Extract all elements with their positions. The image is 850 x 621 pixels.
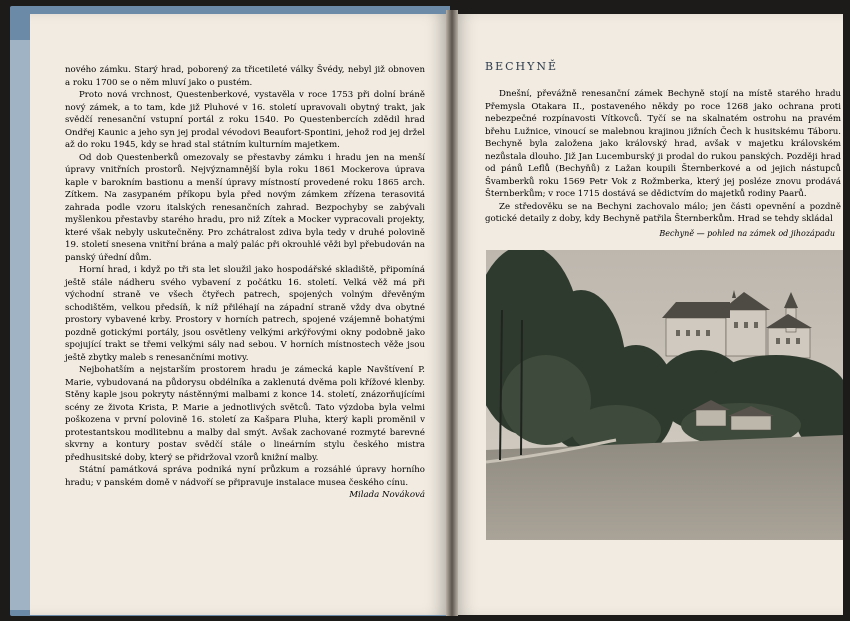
author-signature: Milada Nováková	[349, 490, 425, 500]
photo-caption: Bechyně — pohled na zámek od jihozápadu	[659, 229, 835, 238]
paragraph: Od dob Questenberků omezovaly se přestavby zámku i hradu jen na menší úpravy vnitřních prostorů. Nejvýznamnější byla roku 1861 Mockerova úprava kaple v barokním bastionu a menší úpravy místností provedené roku 1865 arch. Zítkem. Na zasypaném příkopu byla před novým zámkem zřízena terasovitá zahrada podle vzoru italských renesančních zahrad. Bezpochyby se zabývali myšlenkou přestavby starého hradu, pro niž Zítek a Mocker vypracovali projekty, které však nebyly uskutečněny. Pro zchátralost zdiva byla tedy v druhé polovině 19. století snesena vnitřní brána a malý palác při okrouhlé věži byl přebudován na panský úřední dům.	[65, 152, 425, 263]
left-page-text	[65, 64, 425, 502]
paragraph: Proto nová vrchnost, Questenberkové, vystavěla v roce 1753 při dolní bráně nový zámek, a to tam, kde již Pluhové v 16. století upravovali obytný trakt, jak svědčí renesanční vstupní portál z roku 1540. Po Questenbercích zdědil hrad Ondřej Kaunic a jeho syn jej prodal vévodovi Beaufort-Spontini, jehož rod jej držel až do roku 1945, kdy se hrad stal státním kulturním majetkem.	[65, 90, 425, 150]
castle-photo	[486, 250, 843, 540]
paragraph: Dnešní, převážně renesanční zámek Bechyně stojí na místě starého hradu Přemysla Otakara II., postaveného někdy po roce 1268 jako ochrana proti nebezpečné rozpínavosti Vítkovců. Tyčí se na skalnatém ostrohu na pravém břehu Lužnice, vinoucí se malebnou krajinou jižních Čech k husitskému Táboru. Bechyně byla založena jako královský hrad, avšak v majetku královském nezůstala dlouho. Již Jan Lucemburský ji prodal do rukou panských. Později hrad od pánů Leflů (Bechyňů) z Lažan koupili Šternberkové a od jejich nástupců Švamberků roku 1569 Petr Vok z Rožmberka, který jej posléze znovu prodává Šternberkům; v roce 1715 dostává se dědictvím do majetků rodiny Paarů.	[485, 89, 841, 199]
chapter-heading: BECHYNĚ	[485, 60, 559, 73]
paragraph: nového zámku. Starý hrad, poborený za třicetileté války Švédy, nebyl již obnoven a roku 1700 se o něm mluví jako o pustém.	[65, 65, 425, 88]
right-page-text	[485, 88, 841, 226]
paragraph: Nejbohatším a nejstarším prostorem hradu je zámecká kaple Navštívení P. Marie, vybudovaná na půdorysu obdélníka a zaklenutá dvěma poli křížové klenby. Stěny kaple jsou pokryty nástěnnými malbami z konce 14. století, znázorňujícími scény ze života Krista, P. Marie a jednotlivých světců. Tato výzdoba byla velmi poškozena v první polovině 16. století za Kašpara Pluha, který kapli proměnil v protestantskou modlitebnu a malby dal smýt. Avšak zachované rozmyté barevné skvrny a kontury postav svědčí stále o lineárním stylu českého mistra předhusitské doby, který se přidržoval vzorů knižní malby.	[65, 365, 425, 463]
paragraph: Horní hrad, i když po tři sta let sloužil jako hospodářské skladiště, připomíná ještě stále nádheru svého vybavení z počátku 16. století. Velká věž má při východní straně ve všech čtyřech patrech, spojených volným dřevěným schodištěm, velkou předsíň, k níž přiléhají na západní straně vždy dva obytné prostory vybavené krby. Prostory v horních patrech, spojené vzájemně bohatými pozdně gotickými portály, jsou osvětleny velkými arkýřovými okny podobně jako spojující trakt se třemi velkými sály nad sebou. V horních místnostech věže jsou ještě zbytky maleb s renesančními motivy.	[65, 265, 425, 363]
paragraph: Ze středověku se na Bechyni zachovalo málo; jen části opevnění a pozdně gotické detaily z doby, kdy Bechyně patřila Šternberkům. Hrad se tehdy skládal	[485, 201, 841, 224]
book-gutter	[446, 10, 458, 616]
cover-edge	[10, 40, 30, 610]
paragraph: Státní památková správa podniká nyní průzkum a rozsáhlé úpravy horního hradu; v panském domě v nádvoří se připravuje instalace musea českého cínu.	[65, 465, 425, 488]
